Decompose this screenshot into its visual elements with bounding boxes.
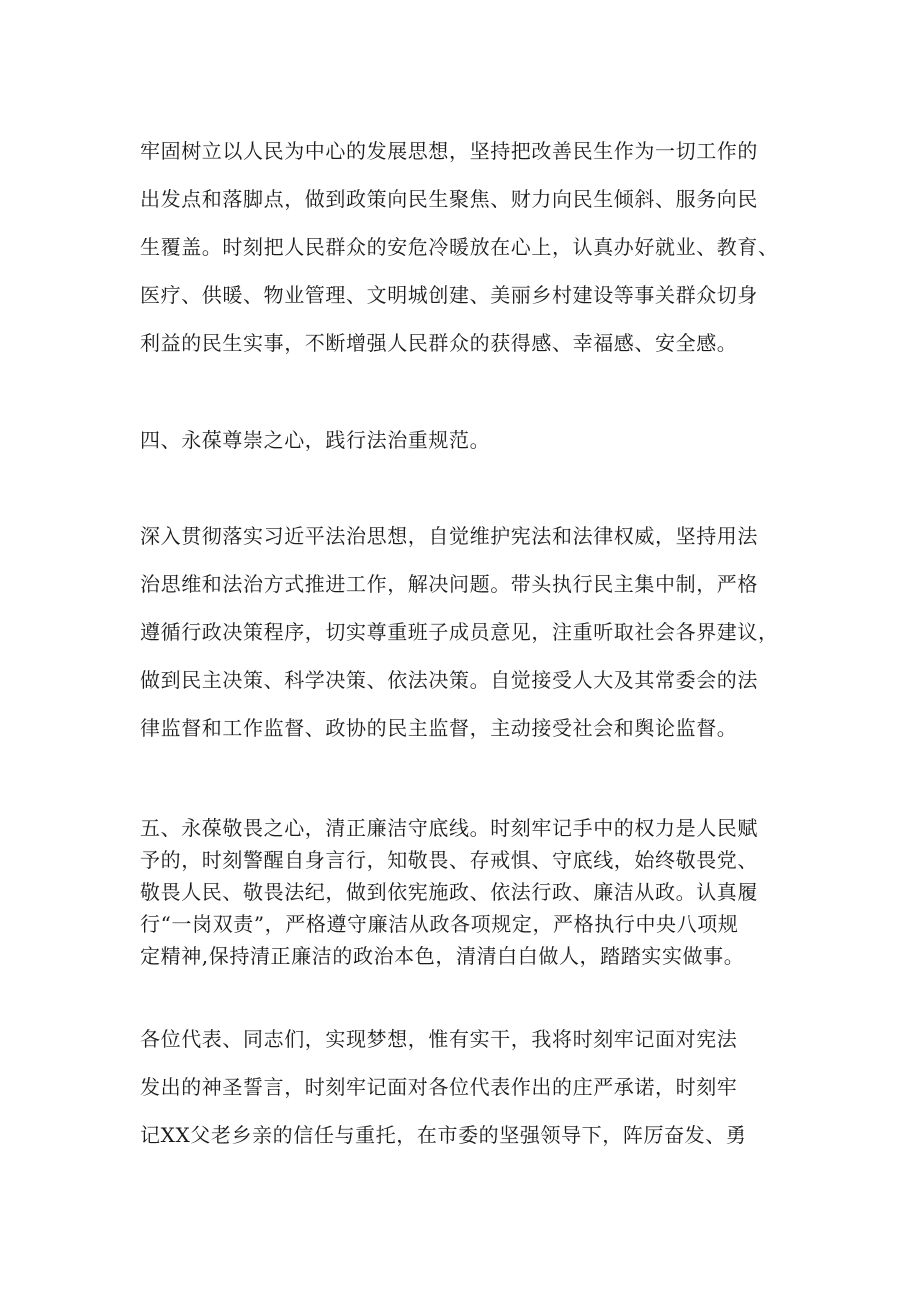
text-line: 生覆盖。时刻把人民群众的安危冷暖放在心上，认真办好就业、教育、 — [140, 235, 779, 259]
text-line: 敬畏人民、敬畏法纪，做到依宪施政、依法行政、廉洁从政。认真履 — [140, 880, 758, 904]
section-heading: 四、永葆尊崇之心，践行法治重规范。 — [140, 428, 491, 452]
text-line: 治思维和法治方式推进工作，解决问题。带头执行民主集中制，严格 — [140, 572, 758, 596]
text-line: 医疗、供暖、物业管理、文明城创建、美丽乡村建设等事关群众切身 — [140, 283, 758, 307]
text-line: 予的，时刻警醒自身言行，知敬畏、存戒惧、守底线，始终敬畏党、 — [140, 848, 758, 872]
text-line: 定精神,保持清正廉洁的政治本色，清清白白做人，踏踏实实做事。 — [140, 944, 745, 968]
text-line: 利益的民生实事，不断增强人民群众的获得感、幸福感、安全感。 — [140, 331, 738, 355]
text-line: 做到民主决策、科学决策、依法决策。自觉接受人大及其常委会的法 — [140, 668, 758, 692]
text-line: 记XX父老乡亲的信任与重托，在市委的坚强领导下，阵厉奋发、勇 — [140, 1123, 747, 1147]
text-line: 出发点和落脚点，做到政策向民生聚焦、财力向民生倾斜、服务向民 — [140, 187, 758, 211]
text-line: 遵循行政决策程序，切实尊重班子成员意见，注重听取社会各界建议， — [140, 620, 779, 644]
text-line: 发出的神圣誓言，时刻牢记面对各位代表作出的庄严承诺，时刻牢 — [140, 1075, 738, 1099]
text-line: 律监督和工作监督、政协的民主监督，主动接受社会和舆论监督。 — [140, 716, 738, 740]
text-line: 各位代表、同志们，实现梦想，惟有实干，我将时刻牢记面对宪法 — [140, 1027, 738, 1051]
text-line: 深入贯彻落实习近平法治思想，自觉维护宪法和法律权威，坚持用法 — [140, 524, 758, 548]
text-line: 牢固树立以人民为中心的发展思想，坚持把改善民生作为一切工作的 — [140, 139, 758, 163]
text-line: 行“一岗双责”，严格遵守廉洁从政各项规定，严格执行中央八项规 — [140, 912, 739, 936]
text-line: 五、永葆敬畏之心，清正廉洁守底线。时刻牢记手中的权力是人民赋 — [140, 816, 758, 840]
